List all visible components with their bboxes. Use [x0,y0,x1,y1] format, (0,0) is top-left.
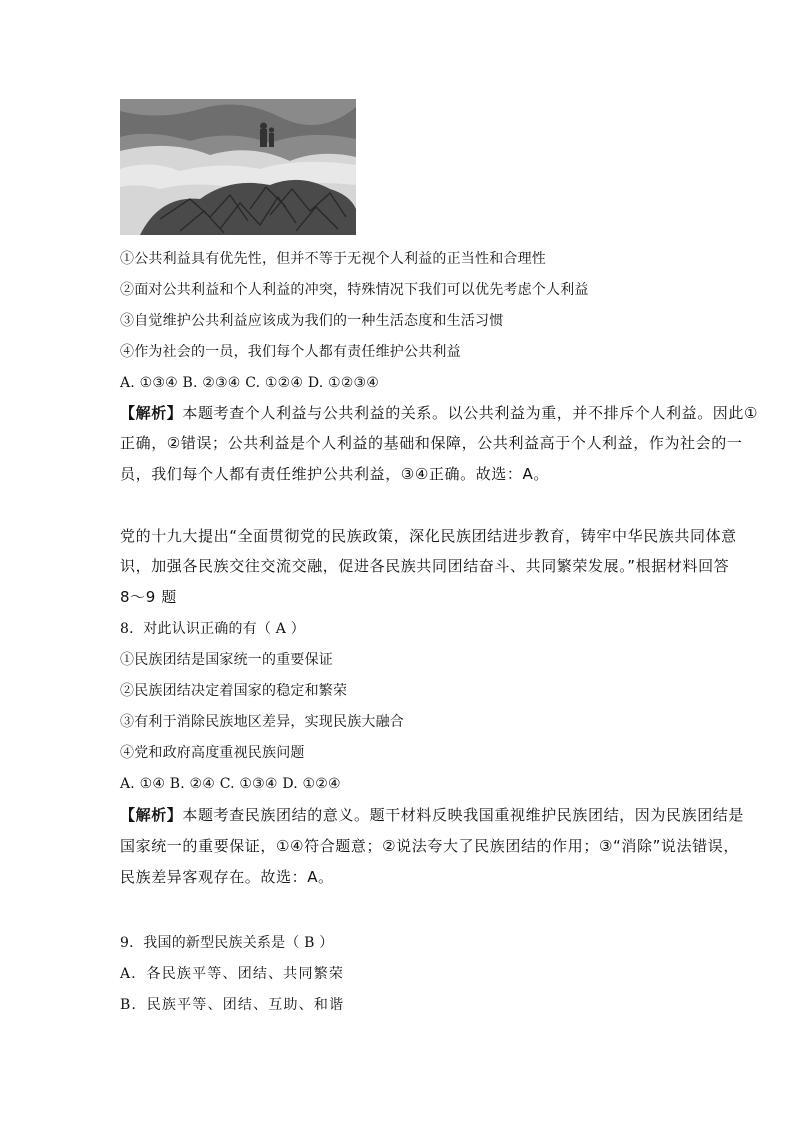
q8-option-3: ③有利于消除民族地区差异，实现民族大融合 [120,714,404,730]
q7-option-2: ②面对公共利益和个人利益的冲突，特殊情况下我们可以优先考虑个人利益 [120,282,589,298]
q8-analysis-line-1: 【解析】本题考查民族团结的意义。题干材料反映我国重视维护民族团结，因为民族团结是 [120,806,745,824]
q7-option-4: ④作为社会的一员，我们每个人都有责任维护公共利益 [120,344,461,360]
q8-stem: 8．对此认识正确的有（ A ） [120,621,305,637]
q7-analysis-line-1: 【解析】本题考查个人利益与公共利益的关系。以公共利益为重，并不排斥个人利益。因此① [120,404,759,422]
q7-option-3: ③自觉维护公共利益应该成为我们的一种生活态度和生活习惯 [120,313,504,329]
q8-option-1: ①民族团结是国家统一的重要保证 [120,652,333,668]
q9-stem: 9．我国的新型民族关系是（ B ） [120,935,334,951]
q9-option-a: A．各民族平等、团结、共同繁荣 [120,966,345,982]
illustration-photo [120,99,356,235]
q7-option-1: ①公共利益具有优先性，但并不等于无视个人利益的正当性和合理性 [120,251,546,267]
q7-analysis-line-2: 正确，②错误；公共利益是个人利益的基础和保障，公共利益高于个人利益，作为社会的一 [120,434,743,452]
q8-analysis-line-3: 民族差异客观存在。故选：A。 [120,868,334,886]
material-line-3: 8～9 题 [120,588,177,606]
analysis-tag: 【解析】 [120,404,183,422]
q8-option-4: ④党和政府高度重视民族问题 [120,745,305,761]
q7-choices: A. ①③④ B. ②③④ C. ①②④ D. ①②③④ [120,375,380,391]
q9-option-b: B．民族平等、团结、互助、和谐 [120,997,345,1013]
material-line-2: 识，加强各民族交往交流交融，促进各民族共同团结奋斗、共同繁荣发展。”根据材料回答 [120,557,730,575]
q7-analysis-line-3: 员，我们每个人都有责任维护公共利益，③④正确。故选：A。 [120,465,549,483]
analysis-tag: 【解析】 [120,806,183,824]
q8-analysis-line-2: 国家统一的重要保证，①④符合题意；②说法夸大了民族团结的作用；③“消除”说法错误， [120,837,739,855]
material-line-1: 党的十九大提出“全面贯彻党的民族政策，深化民族团结进步教育，铸牢中华民族共同体意 [120,527,737,545]
q8-choices: A. ①④ B. ②④ C. ①③④ D. ①②④ [120,776,341,792]
q8-option-2: ②民族团结决定着国家的稳定和繁荣 [120,683,348,699]
